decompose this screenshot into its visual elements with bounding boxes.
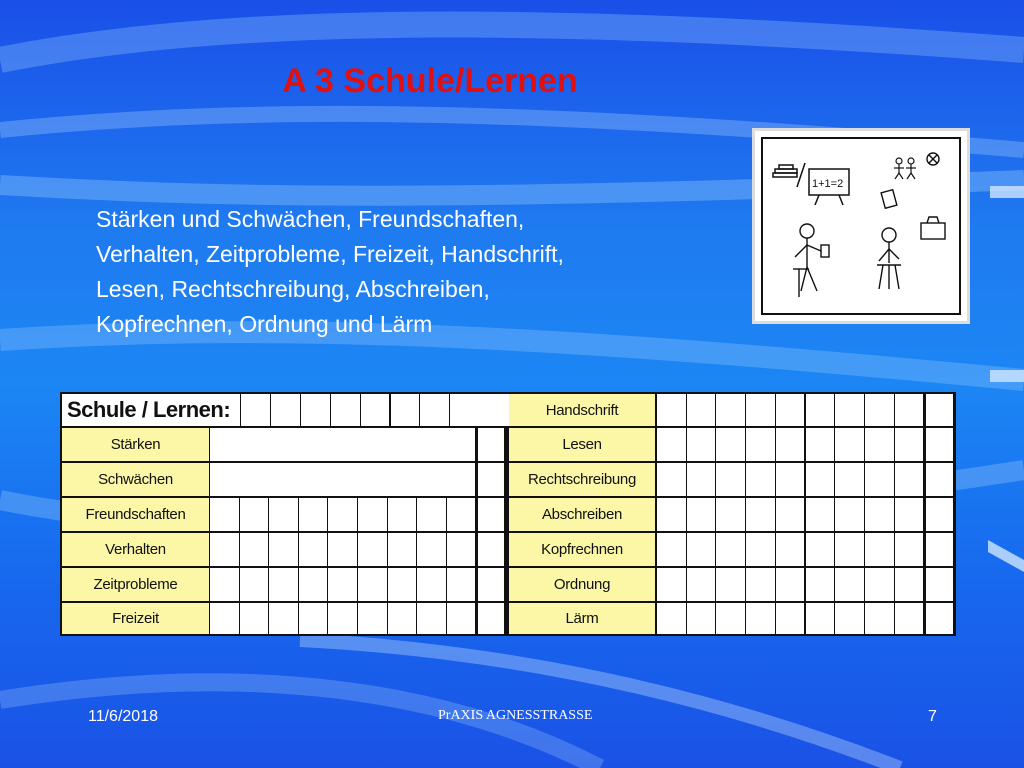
school-illustration — [752, 128, 970, 324]
heading-box[interactable] — [391, 394, 420, 426]
answer-field[interactable] — [210, 463, 475, 496]
check-box[interactable] — [269, 603, 298, 634]
check-box[interactable] — [657, 603, 686, 634]
check-box[interactable] — [417, 568, 446, 601]
check-box[interactable] — [388, 603, 417, 634]
end-box[interactable] — [926, 603, 953, 634]
check-box[interactable] — [210, 533, 239, 566]
check-box[interactable] — [687, 533, 716, 566]
separator-box[interactable] — [478, 533, 504, 566]
heading-box[interactable] — [450, 394, 479, 426]
check-box[interactable] — [657, 533, 686, 566]
check-box[interactable] — [447, 603, 476, 634]
check-box[interactable] — [716, 603, 745, 634]
check-box[interactable] — [865, 498, 894, 531]
check-box[interactable] — [687, 568, 716, 601]
check-box[interactable] — [835, 568, 864, 601]
check-box[interactable] — [806, 533, 835, 566]
right-row-label: Lesen — [509, 428, 655, 461]
intro-line: Lesen, Rechtschreibung, Abschreiben, — [96, 276, 490, 302]
check-box[interactable] — [895, 498, 924, 531]
check-box[interactable] — [716, 428, 745, 461]
check-box[interactable] — [895, 603, 924, 634]
ball-icon — [927, 153, 939, 165]
books-icon — [773, 165, 797, 177]
check-box[interactable] — [388, 568, 417, 601]
check-box[interactable] — [687, 428, 716, 461]
check-box[interactable] — [806, 463, 835, 496]
check-box[interactable] — [776, 533, 805, 566]
check-box[interactable] — [657, 463, 686, 496]
check-box[interactable] — [835, 603, 864, 634]
right-row-label: Handschrift — [509, 394, 655, 426]
assessment-form — [60, 392, 956, 636]
intro-text — [96, 202, 736, 342]
check-box[interactable] — [895, 463, 924, 496]
end-box[interactable] — [926, 428, 953, 461]
check-box[interactable] — [895, 533, 924, 566]
check-box[interactable] — [299, 533, 328, 566]
intro-line: Stärken und Schwächen, Freundschaften, — [96, 206, 525, 232]
check-box[interactable] — [746, 394, 775, 426]
left-row-label: Verhalten — [62, 533, 209, 566]
check-box[interactable] — [865, 568, 894, 601]
children-icon — [894, 158, 916, 179]
check-box[interactable] — [210, 498, 239, 531]
left-row-label: Freizeit — [62, 603, 209, 634]
illustration-drawing — [763, 139, 965, 319]
check-box[interactable] — [447, 568, 476, 601]
check-box[interactable] — [806, 603, 835, 634]
check-box[interactable] — [210, 568, 239, 601]
check-box[interactable] — [687, 603, 716, 634]
separator-box[interactable] — [478, 428, 504, 461]
heading-box[interactable] — [361, 394, 390, 426]
check-box[interactable] — [865, 394, 894, 426]
check-box[interactable] — [417, 533, 446, 566]
left-row-label: Stärken — [62, 428, 209, 461]
check-box[interactable] — [776, 463, 805, 496]
separator-box[interactable] — [478, 603, 504, 634]
heading-box[interactable] — [331, 394, 360, 426]
check-box[interactable] — [358, 568, 387, 601]
check-box[interactable] — [776, 498, 805, 531]
student-icon — [877, 228, 901, 289]
right-row-label: Ordnung — [509, 568, 655, 601]
check-box[interactable] — [269, 568, 298, 601]
check-box[interactable] — [328, 568, 357, 601]
check-box[interactable] — [746, 428, 775, 461]
check-box[interactable] — [746, 603, 775, 634]
check-box[interactable] — [417, 498, 446, 531]
schoolbag-icon — [921, 217, 945, 239]
heading-box[interactable] — [301, 394, 330, 426]
check-box[interactable] — [358, 498, 387, 531]
check-box[interactable] — [895, 428, 924, 461]
form-heading: Schule / Lernen: — [62, 394, 240, 426]
check-box[interactable] — [687, 463, 716, 496]
check-box[interactable] — [776, 603, 805, 634]
separator-box[interactable] — [478, 498, 504, 531]
end-box[interactable] — [926, 533, 953, 566]
footer-page-number: 7 — [928, 708, 937, 725]
separator-box[interactable] — [478, 394, 504, 426]
end-box[interactable] — [926, 568, 953, 601]
check-box[interactable] — [328, 533, 357, 566]
check-box[interactable] — [865, 428, 894, 461]
check-box[interactable] — [716, 498, 745, 531]
board-text: 1+1=2 — [812, 178, 844, 190]
check-box[interactable] — [240, 498, 269, 531]
answer-field[interactable] — [210, 428, 475, 461]
footer-date: 11/6/2018 — [88, 708, 158, 725]
check-box[interactable] — [835, 428, 864, 461]
left-row-label: Freundschaften — [62, 498, 209, 531]
illustration-frame — [761, 137, 961, 315]
separator-box[interactable] — [478, 568, 504, 601]
check-box[interactable] — [746, 533, 775, 566]
check-box[interactable] — [657, 498, 686, 531]
check-box[interactable] — [865, 603, 894, 634]
check-box[interactable] — [835, 533, 864, 566]
left-row-label: Schwächen — [62, 463, 209, 496]
check-box[interactable] — [895, 394, 924, 426]
check-box[interactable] — [417, 603, 446, 634]
check-box[interactable] — [210, 603, 239, 634]
check-box[interactable] — [865, 463, 894, 496]
check-box[interactable] — [269, 533, 298, 566]
heading-box[interactable] — [271, 394, 300, 426]
check-box[interactable] — [746, 568, 775, 601]
check-box[interactable] — [657, 568, 686, 601]
check-box[interactable] — [388, 533, 417, 566]
check-box[interactable] — [328, 603, 357, 634]
slide-title: A 3 Schule/Lernen — [282, 62, 578, 100]
end-box[interactable] — [926, 463, 953, 496]
check-box[interactable] — [865, 533, 894, 566]
check-box[interactable] — [806, 394, 835, 426]
end-box[interactable] — [926, 394, 953, 426]
check-box[interactable] — [269, 498, 298, 531]
check-box[interactable] — [746, 498, 775, 531]
check-box[interactable] — [358, 533, 387, 566]
check-box[interactable] — [657, 428, 686, 461]
check-box[interactable] — [240, 533, 269, 566]
check-box[interactable] — [299, 498, 328, 531]
check-box[interactable] — [716, 533, 745, 566]
check-box[interactable] — [806, 498, 835, 531]
check-box[interactable] — [835, 498, 864, 531]
check-box[interactable] — [358, 603, 387, 634]
check-box[interactable] — [447, 498, 476, 531]
check-box[interactable] — [657, 394, 686, 426]
check-box[interactable] — [299, 603, 328, 634]
check-box[interactable] — [806, 428, 835, 461]
left-row-label: Zeitprobleme — [62, 568, 209, 601]
check-box[interactable] — [776, 394, 805, 426]
check-box[interactable] — [835, 394, 864, 426]
right-row-label: Rechtschreibung — [509, 463, 655, 496]
notebook-icon — [881, 190, 897, 209]
end-box[interactable] — [926, 498, 953, 531]
check-box[interactable] — [240, 568, 269, 601]
heading-box[interactable] — [420, 394, 449, 426]
check-box[interactable] — [447, 533, 476, 566]
check-box[interactable] — [776, 428, 805, 461]
separator-box[interactable] — [478, 463, 504, 496]
check-box[interactable] — [299, 568, 328, 601]
right-row-label: Lärm — [509, 603, 655, 634]
right-row-label: Abschreiben — [509, 498, 655, 531]
check-box[interactable] — [895, 568, 924, 601]
check-box[interactable] — [776, 568, 805, 601]
heading-box[interactable] — [241, 394, 270, 426]
check-box[interactable] — [687, 498, 716, 531]
right-row-label: Kopfrechnen — [509, 533, 655, 566]
intro-line: Verhalten, Zeitprobleme, Freizeit, Handschrift, — [96, 241, 564, 267]
check-box[interactable] — [806, 568, 835, 601]
check-box[interactable] — [835, 463, 864, 496]
check-box[interactable] — [388, 498, 417, 531]
check-box[interactable] — [328, 498, 357, 531]
check-box[interactable] — [240, 603, 269, 634]
check-box[interactable] — [716, 568, 745, 601]
check-box[interactable] — [746, 463, 775, 496]
check-box[interactable] — [687, 394, 716, 426]
check-box[interactable] — [716, 463, 745, 496]
footer-center: PrAXIS AGNESSTRASSE — [438, 708, 593, 723]
check-box[interactable] — [716, 394, 745, 426]
intro-line: Kopfrechnen, Ordnung und Lärm — [96, 311, 433, 337]
teacher-icon — [793, 224, 829, 297]
